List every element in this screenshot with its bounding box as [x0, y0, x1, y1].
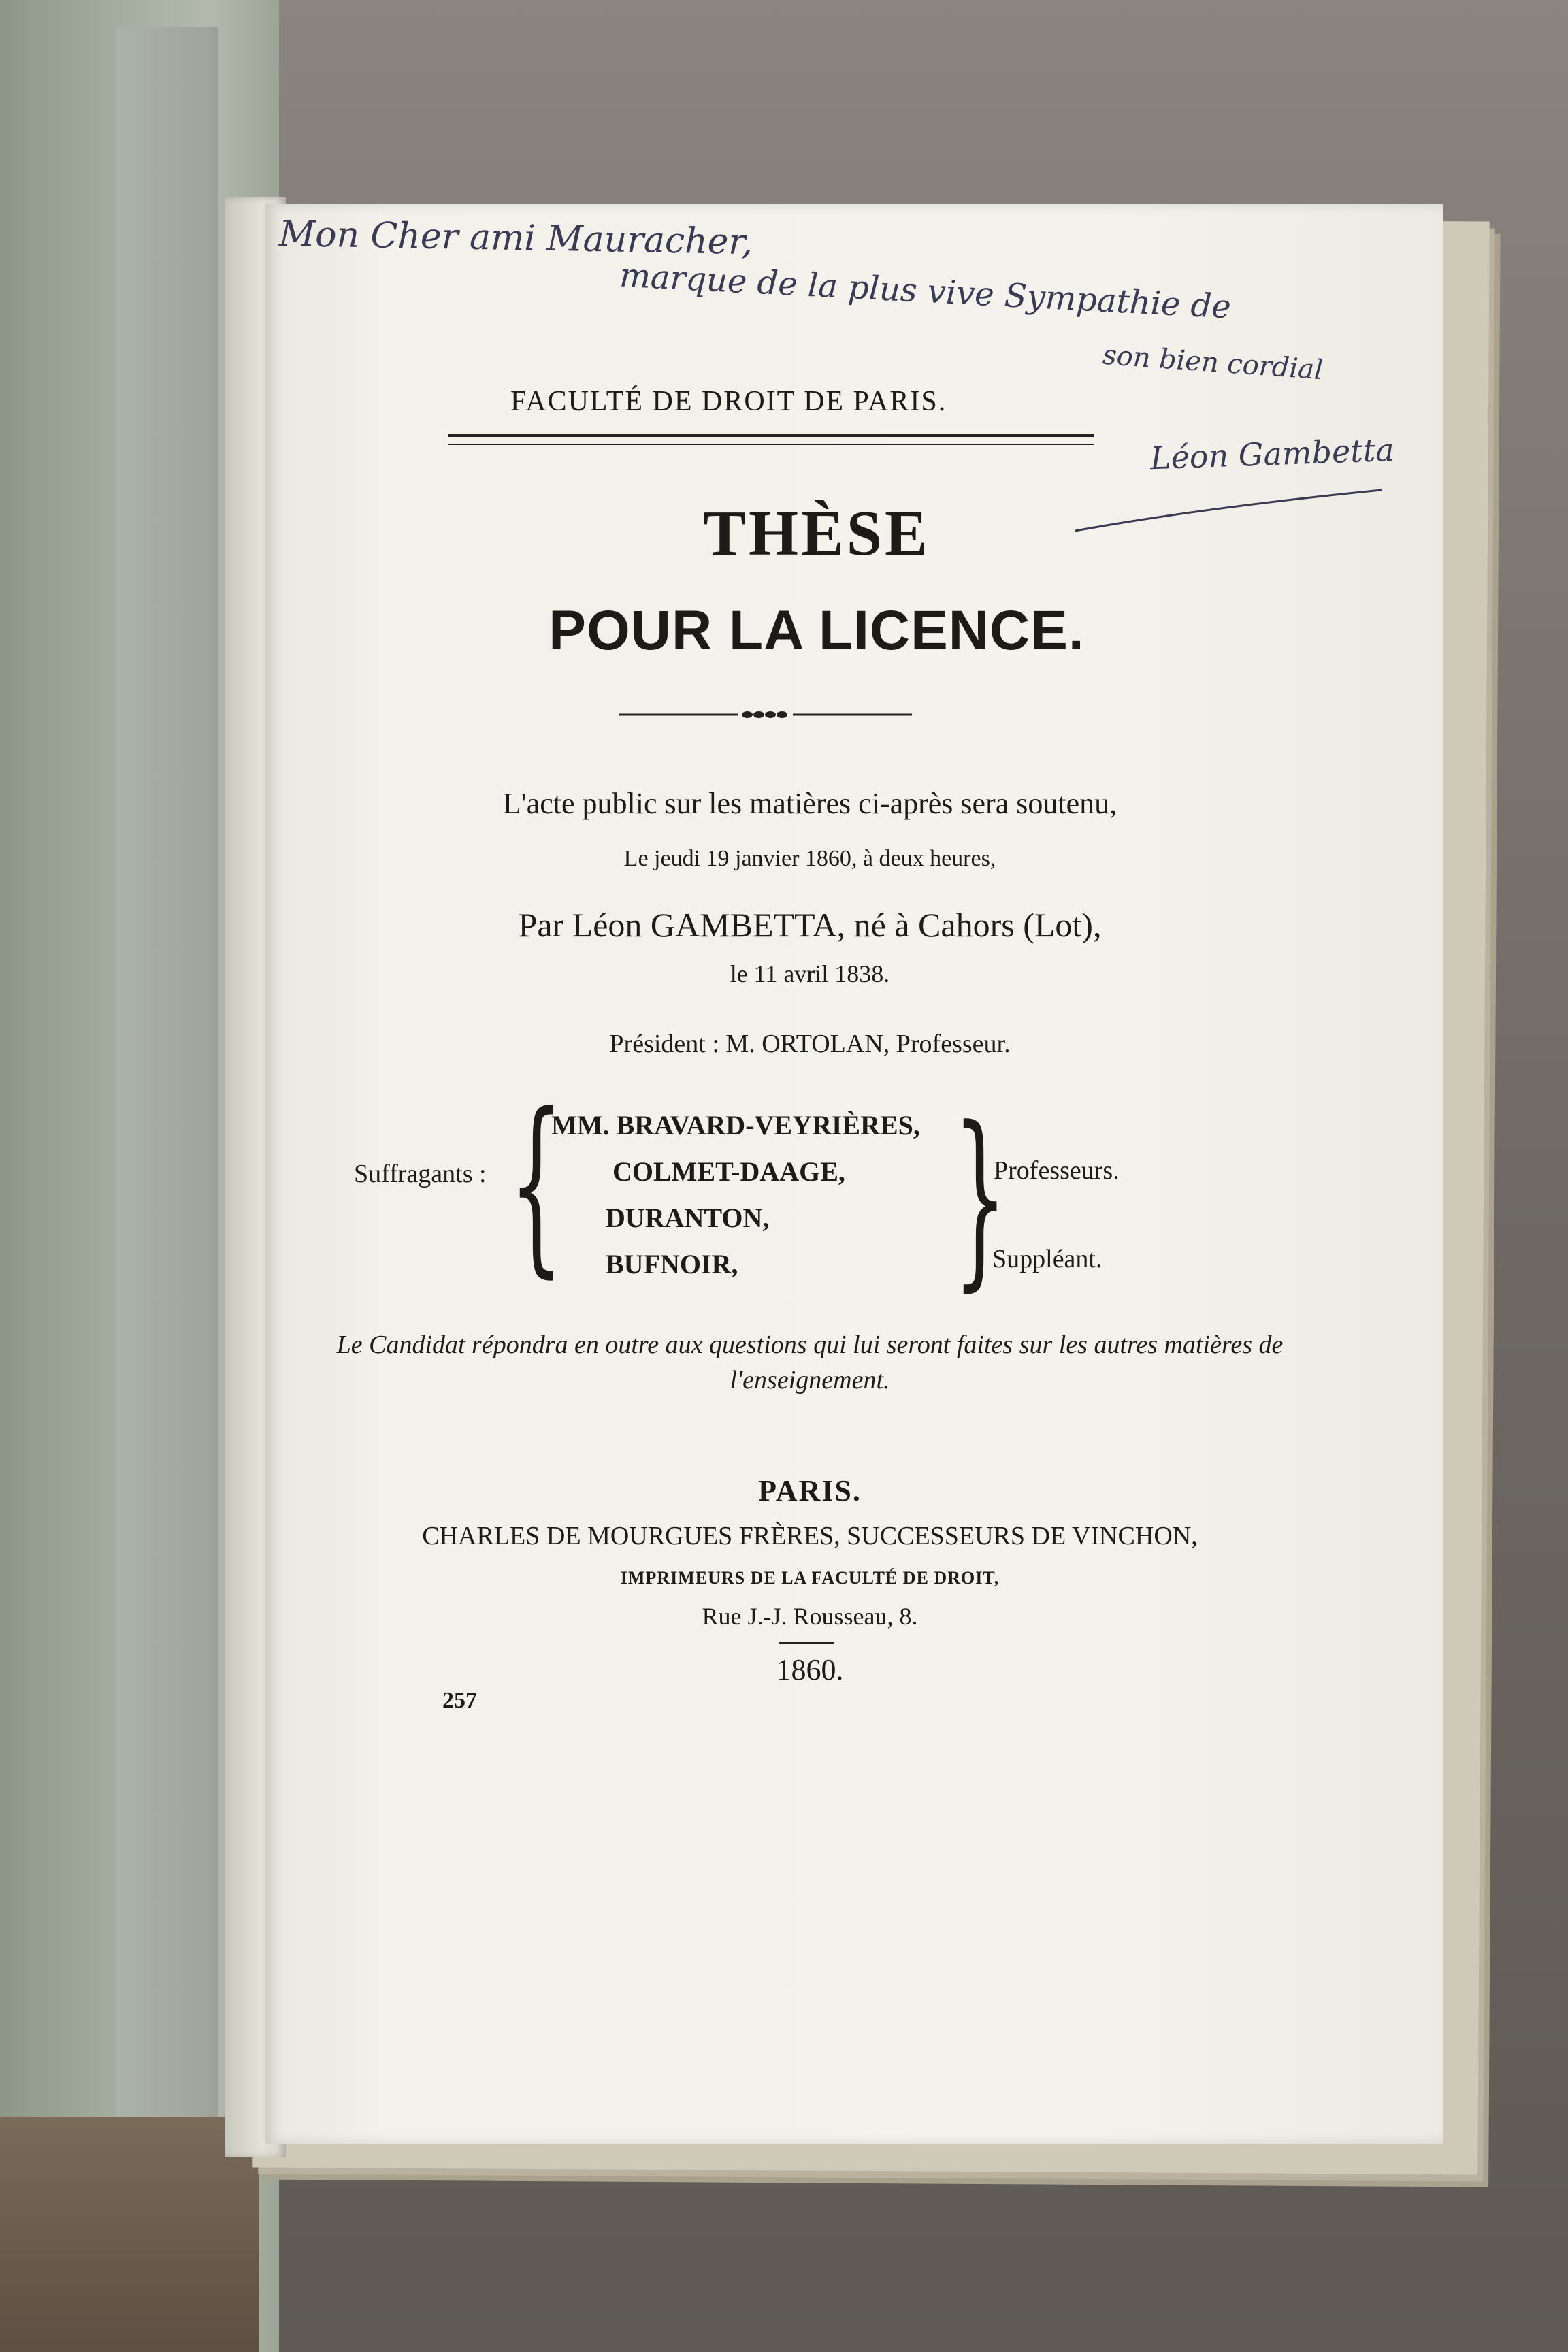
suppleant-label: Suppléant.	[992, 1245, 1102, 1273]
show-through	[470, 735, 479, 777]
inscription-signature: Léon Gambetta	[1149, 431, 1395, 477]
inscription-line-3: son bien cordial	[1101, 339, 1324, 387]
imprint-address: Rue J.-J. Rousseau, 8.	[702, 1603, 918, 1630]
suffragant-name: BUFNOIR,	[606, 1249, 738, 1279]
ornament-rule	[619, 708, 912, 721]
faculty-heading: FACULTÉ DE DROIT DE PARIS.	[510, 386, 947, 417]
imprint-publisher: CHARLES DE MOURGUES FRÈRES, SUCCESSEURS DE VINCHON,	[422, 1522, 1198, 1550]
title-pour-la-licence: POUR LA LICENCE.	[549, 600, 1085, 662]
candidat-note: Le Candidat répondra en outre aux questions qui lui seront faites sur les autres matières de l'enseignement.	[336, 1330, 1284, 1394]
cover-spine	[116, 27, 218, 2123]
birthdate-line: le 11 avril 1838.	[730, 960, 890, 987]
page-number: 257	[442, 1688, 477, 1713]
inscription-line-1: Mon Cher ami Mauracher,	[278, 213, 753, 263]
suffragant-name: MM. BRAVARD-VEYRIÈRES,	[551, 1110, 920, 1141]
double-rule	[448, 434, 1094, 445]
title-page	[265, 204, 1443, 2144]
imprint-year: 1860.	[776, 1653, 844, 1686]
short-rule	[779, 1642, 834, 1644]
imprint-printers: IMPRIMEURS DE LA FACULTÉ DE DROIT,	[620, 1568, 1000, 1588]
imprint-city: PARIS.	[758, 1474, 862, 1507]
right-brace: }	[953, 1087, 1008, 1309]
suffragants-list	[551, 1102, 920, 1288]
acte-public-line: L'acte public sur les matières ci-après sera soutenu,	[502, 787, 1117, 820]
left-brace: {	[509, 1073, 564, 1295]
suffragant-name: COLMET-DAAGE,	[612, 1156, 845, 1187]
cover-edge	[0, 2117, 259, 2352]
author-line: Par Léon GAMBETTA, né à Cahors (Lot),	[518, 906, 1102, 944]
professeurs-label: Professeurs.	[994, 1156, 1120, 1185]
suffragant-name: DURANTON,	[606, 1203, 770, 1233]
inscription-line-2: marque de la plus vive Sympathie de	[619, 256, 1232, 327]
suffragants-label: Suffragants :	[354, 1160, 487, 1188]
date-line: Le jeudi 19 janvier 1860, à deux heures,	[623, 846, 996, 871]
president-line: Président : M. ORTOLAN, Professeur.	[609, 1030, 1011, 1058]
title-these: THÈSE	[703, 498, 930, 569]
